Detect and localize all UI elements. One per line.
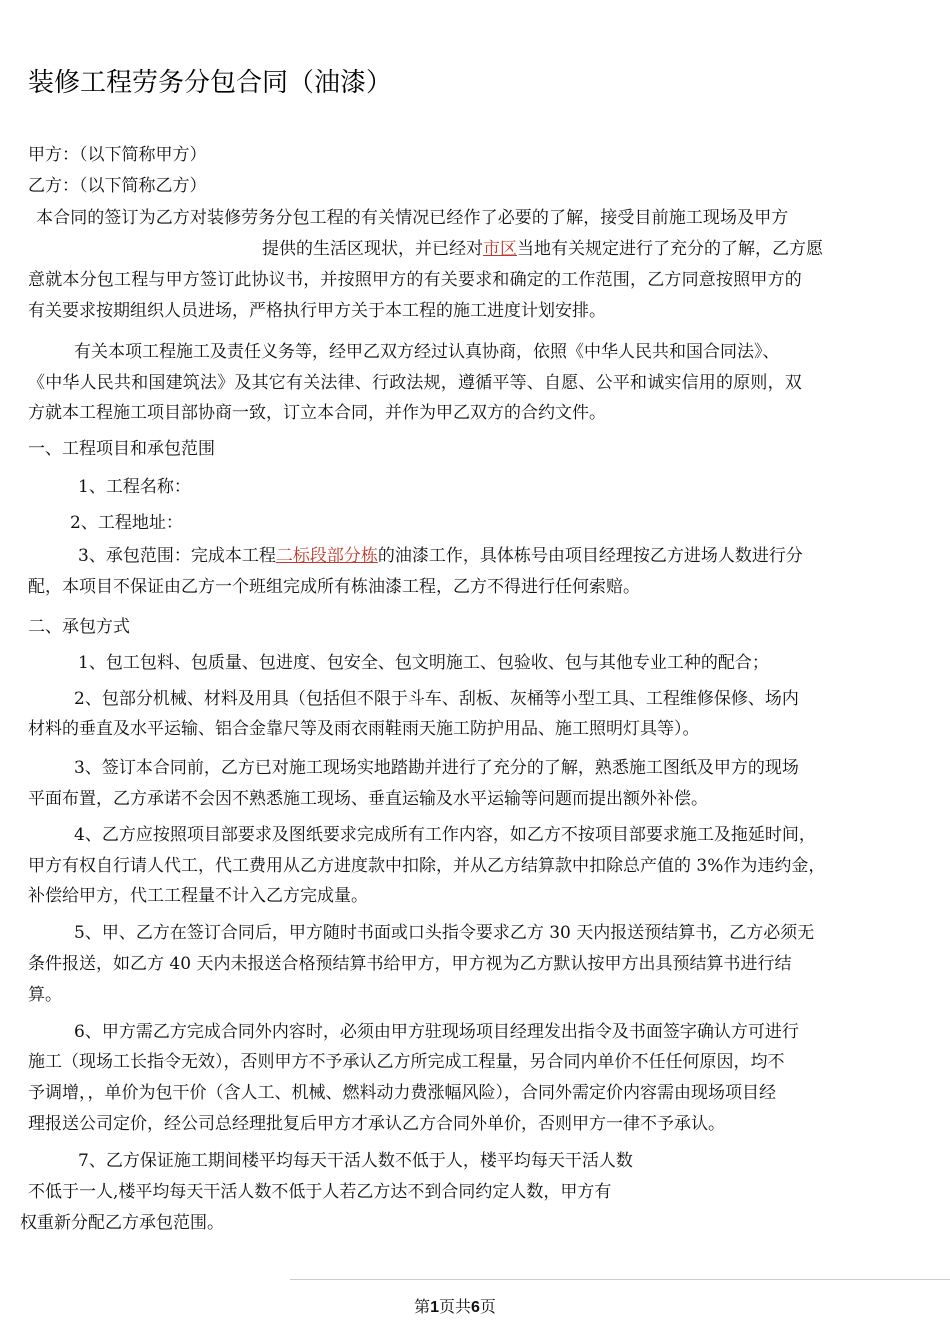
party-a-line: 甲方：（以下简称甲方） <box>28 145 207 165</box>
intro-line-3: 意就本分包工程与甲方签订此协议书，并按照甲方的有关要求和确定的工作范围，乙方同意按照甲方的 <box>28 270 802 290</box>
footer-page-pre: 第 <box>414 1297 431 1316</box>
para2-line-2: 《中华人民共和国建筑法》及其它有关法律、行政法规，遵循平等、自愿、公平和诚实信用的原则，双 <box>28 373 802 393</box>
intro-line-2-post: 当地有关规定进行了充分的了解，乙方愿 <box>517 239 823 259</box>
link-scope-section[interactable]: 二标段部分栋 <box>275 546 378 566</box>
s2-clause-6-line-3: 予调增，，单价为包干价（含人工、机械、燃料动力费涨幅风险），合同外需定价内容需由现场项目经 <box>28 1083 776 1103</box>
footer-divider <box>290 1279 950 1280</box>
s1-item-2: 2、工程地址： <box>70 513 183 533</box>
intro-line-4: 有关要求按期组织人员进场，严格执行甲方关于本工程的施工进度计划安排。 <box>28 301 606 321</box>
s2-clause-5-line-3: 算。 <box>28 985 62 1005</box>
section-1-heading: 一、工程项目和承包范围 <box>28 439 215 459</box>
intro-line-2 <box>262 239 823 259</box>
s1-item-3-post: 的油漆工作，具体栋号由项目经理按乙方进场人数进行分 <box>377 546 803 566</box>
s1-item-3-line-2: 配，本项目不保证由乙方一个班组完成所有栋油漆工程，乙方不得进行任何索赔。 <box>28 577 640 597</box>
s1-item-1: 1、工程名称： <box>78 477 191 497</box>
link-city-area[interactable]: 市区 <box>483 239 517 259</box>
document-title: 装修工程劳务分包合同（油漆） <box>28 68 393 98</box>
s2-clause-6-line-2: 施工（现场工长指令无效），否则甲方不予承认乙方所完成工程量，另合同内单价不任任何原因，均不 <box>28 1052 785 1072</box>
s2-clause-1: 1、包工包料、包质量、包进度、包安全、包文明施工、包验收、包与其他专业工种的配合； <box>78 653 769 673</box>
section-2-heading: 二、承包方式 <box>28 617 130 637</box>
s2-clause-5-line-2: 条件报送，如乙方 40 天内未报送合格预结算书给甲方，甲方视为乙方默认按甲方出具预结算书进行结 <box>28 954 792 974</box>
s2-clause-5-line-1: 5、甲、乙方在签订合同后，甲方随时书面或口头指令要求乙方 30 天内报送预结算书，乙方必须无 <box>74 923 815 943</box>
page-footer <box>0 1294 910 1317</box>
s1-item-3-line-1 <box>78 546 803 566</box>
intro-line-1: 本合同的签订为乙方对装修劳务分包工程的有关情况已经作了必要的了解，接受目前施工现场及甲方 <box>36 208 789 228</box>
intro-line-2-pre: 提供的生活区现状，并已经对 <box>262 239 483 259</box>
s2-clause-7-line-1: 7、乙方保证施工期间楼平均每天干活人数不低于人，楼平均每天干活人数 <box>78 1151 633 1171</box>
s2-clause-6-line-4: 理报送公司定价，经公司总经理批复后甲方才承认乙方合同外单价，否则甲方一律不予承认。 <box>28 1114 725 1134</box>
footer-page-post: 页 <box>479 1297 496 1316</box>
s2-clause-3-line-2: 平面布置，乙方承诺不会因不熟悉施工现场、垂直运输及水平运输等问题而提出额外补偿。 <box>28 789 708 809</box>
para2-line-1: 有关本项工程施工及责任义务等，经甲乙双方经过认真协商，依照《中华人民共和国合同法》、 <box>74 342 780 362</box>
s2-clause-7-line-2: 不低于一人,楼平均每天干活人数不低于人若乙方达不到合同约定人数，甲方有 <box>28 1182 612 1202</box>
s2-clause-4-line-2: 甲方有权自行请人代工，代工费用从乙方进度款中扣除，并从乙方结算款中扣除总产值的 3%作为违约金， <box>28 856 826 876</box>
footer-page-number: 1 <box>430 1299 439 1316</box>
s2-clause-6-line-1: 6、甲方需乙方完成合同外内容时，必须由甲方驻现场项目经理发出指令及书面签字确认方可进行 <box>74 1022 799 1042</box>
s2-clause-3-line-1: 3、签订本合同前，乙方已对施工现场实地踏勘并进行了充分的了解，熟悉施工图纸及甲方的现场 <box>74 758 799 778</box>
s2-clause-2-line-1: 2、包部分机械、材料及用具（包括但不限于斗车、刮板、灰桶等小型工具、工程维修保修、场内 <box>74 689 799 709</box>
s2-clause-4-line-1: 4、乙方应按照项目部要求及图纸要求完成所有工作内容，如乙方不按项目部要求施工及拖延时间， <box>74 825 816 845</box>
s2-clause-4-line-3: 补偿给甲方，代工工程量不计入乙方完成量。 <box>28 886 368 906</box>
s1-item-3-pre: 3、承包范围：完成本工程 <box>78 546 276 566</box>
para2-line-3: 方就本工程施工项目部协商一致，订立本合同，并作为甲乙双方的合约文件。 <box>28 403 606 423</box>
s2-clause-2-line-2: 材料的垂直及水平运输、铝合金靠尺等及雨衣雨鞋雨天施工防护用品、施工照明灯具等）。 <box>28 719 700 739</box>
footer-page-mid: 页共 <box>438 1297 471 1316</box>
footer-page-total: 6 <box>471 1299 480 1316</box>
party-b-line: 乙方：（以下简称乙方） <box>28 176 207 196</box>
s2-clause-7-line-3: 权重新分配乙方承包范围。 <box>20 1213 224 1233</box>
